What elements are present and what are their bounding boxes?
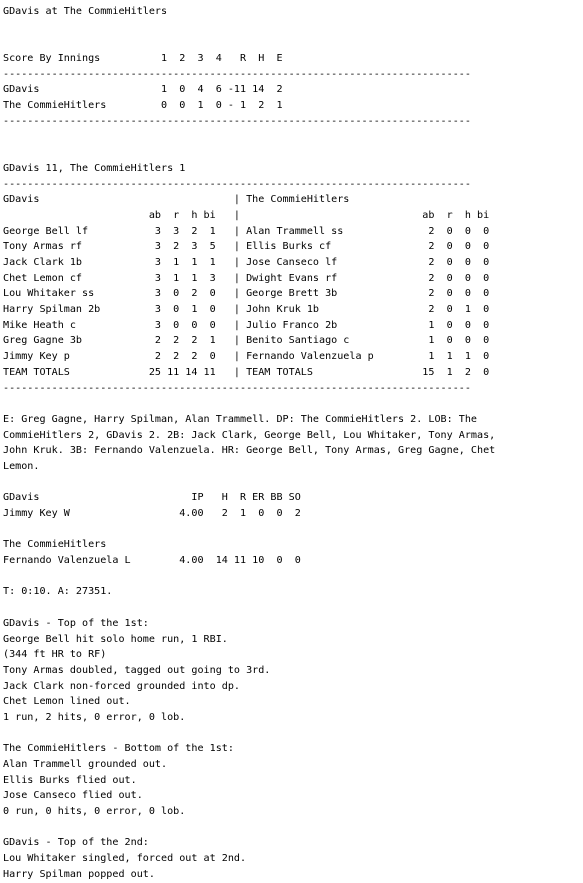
report-line: Mike Heath c 3 0 0 0 | Julio Franco 2b 1 0 0 0 — [3, 319, 490, 331]
report-line — [3, 475, 583, 491]
report-line: Jimmy Key p 2 2 2 0 | Fernando Valenzuela p 1 1 1 0 — [3, 351, 490, 363]
report-line: Greg Gagne 3b 2 2 2 1 | Benito Santiago c 1 0 0 0 — [3, 335, 490, 347]
report-line: George Bell hit solo home run, 1 RBI. — [3, 633, 228, 645]
report-line: Tony Armas doubled, tagged out going to 3rd. — [3, 664, 271, 676]
report-line: Fernando Valenzuela L 4.00 14 11 10 0 0 — [3, 555, 301, 567]
report-line: Jimmy Key W 4.00 2 1 0 0 2 — [3, 508, 301, 519]
report-line — [3, 726, 583, 742]
report-line: The CommieHitlers - Bottom of the 1st: — [3, 743, 234, 755]
report-line: Harry Spilman 2b 3 0 1 0 | John Kruk 1b 2 0 1 0 — [3, 304, 490, 316]
report-line: E: Greg Gagne, Harry Spilman, Alan Trammell. DP: The CommieHitlers 2. LOB: The — [3, 413, 478, 425]
report-line: Ellis Burks flied out. — [3, 774, 137, 786]
report-line — [3, 569, 583, 585]
report-line: The CommieHitlers 0 0 1 0 - 1 2 1 — [3, 100, 283, 112]
report-line: GDavis 1 0 4 6 -11 14 2 — [3, 84, 283, 96]
report-line: (344 ft HR to RF) — [3, 649, 107, 661]
report-line: George Bell lf 3 3 2 1 | Alan Trammell ss 2 0 0 0 — [3, 225, 490, 237]
report-line: ----------------------------------------------------------------------------- — [3, 115, 471, 127]
report-line: The CommieHitlers — [3, 539, 107, 551]
report-title: GDavis at The CommieHitlers — [3, 6, 168, 17]
report-line: Lou Whitaker singled, forced out at 2nd. — [3, 853, 247, 865]
report-line — [3, 600, 583, 616]
report-line: ----------------------------------------------------------------------------- — [3, 382, 471, 394]
report-line: Jack Clark non-forced grounded into dp. — [3, 680, 241, 692]
report-line: Score By Innings 1 2 3 4 R H E — [3, 53, 283, 65]
report-line: Jack Clark 1b 3 1 1 1 | Jose Canseco lf 2 0 0 0 — [3, 257, 490, 268]
report-line — [3, 35, 583, 51]
report-line: Chet Lemon cf 3 1 1 3 | Dwight Evans rf 2 0 0 0 — [3, 272, 490, 284]
report-line — [3, 130, 583, 146]
report-line: GDavis IP H R ER BB SO — [3, 492, 301, 504]
report-line: GDavis - Top of the 2nd: — [3, 837, 149, 849]
report-line — [3, 522, 583, 538]
report-line: ----------------------------------------------------------------------------- — [3, 68, 471, 80]
report-line: TEAM TOTALS 25 11 14 11 | TEAM TOTALS 15 1 2 0 — [3, 366, 490, 378]
report-line: T: 0:10. A: 27351. — [3, 586, 113, 598]
report-line: GDavis - Top of the 1st: — [3, 617, 149, 629]
report-line — [3, 396, 583, 412]
report-line: Alan Trammell grounded out. — [3, 759, 168, 770]
report-line: ab r h bi | ab r h bi — [3, 209, 490, 221]
report-line: Tony Armas rf 3 2 3 5 | Ellis Burks cf 2 0 0 0 — [3, 241, 490, 253]
report-line — [3, 145, 583, 161]
report-line: GDavis | The CommieHitlers — [3, 194, 350, 206]
report-line: Lou Whitaker ss 3 0 2 0 | George Brett 3b 2 0 0 0 — [3, 288, 490, 300]
report-line: Chet Lemon lined out. — [3, 696, 131, 708]
report-line — [3, 20, 583, 36]
report-line — [3, 820, 583, 836]
report-line: Harry Spilman popped out. — [3, 868, 155, 880]
report-line: 0 run, 0 hits, 0 error, 0 lob. — [3, 806, 186, 818]
report-line: ----------------------------------------------------------------------------- — [3, 178, 471, 190]
report-line: CommieHitlers 2, GDavis 2. 2B: Jack Clark, George Bell, Lou Whitaker, Tony Armas, — [3, 429, 496, 441]
report-line: Jose Canseco flied out. — [3, 790, 143, 802]
report-line: 1 run, 2 hits, 0 error, 0 lob. — [3, 711, 186, 723]
report-line: GDavis 11, The CommieHitlers 1 — [3, 162, 186, 174]
report-line: Lemon. — [3, 460, 40, 472]
report-line: John Kruk. 3B: Fernando Valenzuela. HR: George Bell, Tony Armas, Greg Gagne, Chet — [3, 445, 496, 457]
